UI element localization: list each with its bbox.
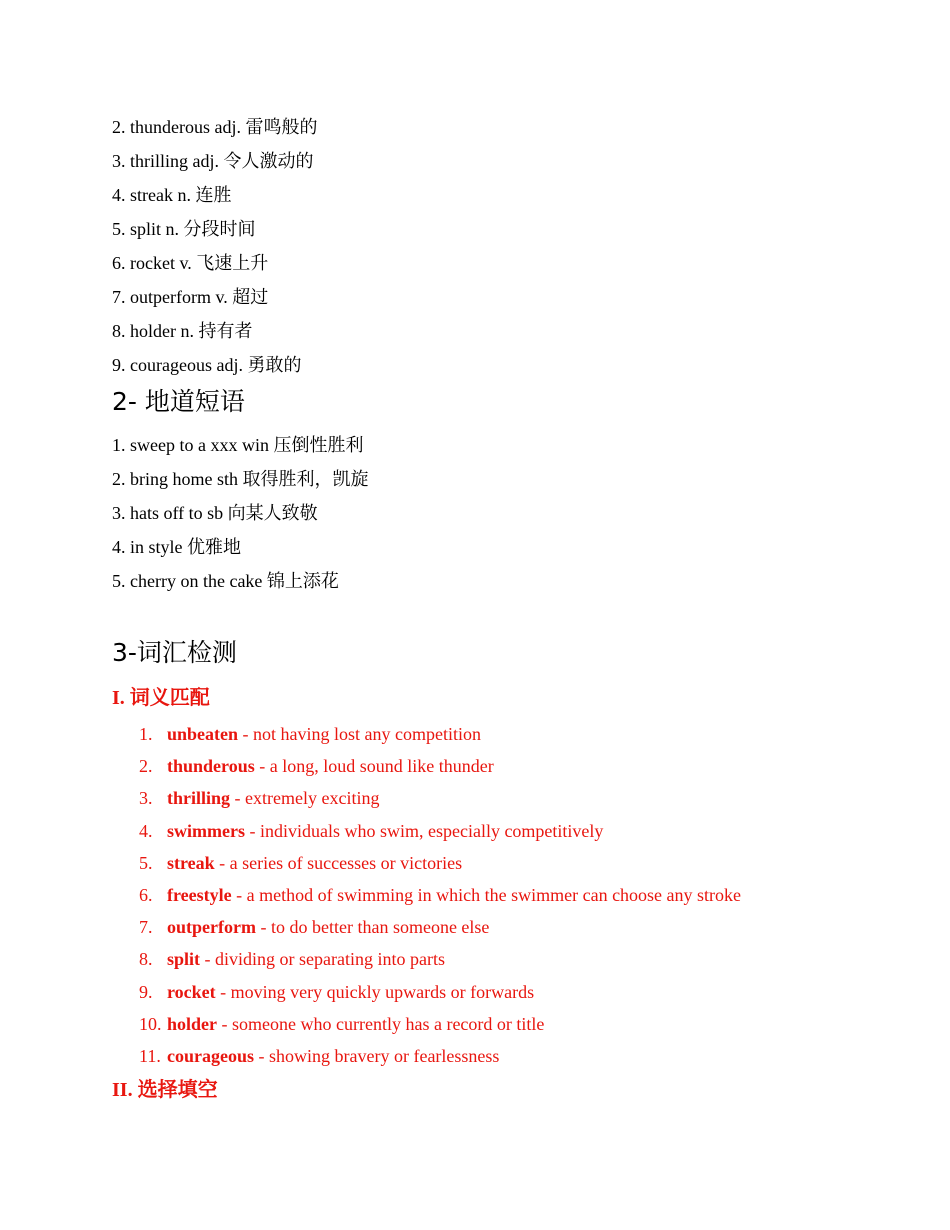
vocabulary-list	[112, 110, 317, 382]
subheading-fill-in: II. 选择填空	[112, 1079, 218, 1101]
phrase-item: 3. hats off to sb 向某人致敬	[112, 503, 318, 523]
item-number: 6.	[139, 884, 153, 905]
item-definition: - to do better than someone else	[255, 917, 490, 938]
item-definition: - a method of swimming in which the swimmer can choose any stroke	[231, 884, 742, 905]
item-term: outperform	[167, 917, 256, 938]
matching-item	[112, 879, 741, 911]
item-definition: - individuals who swim, especially competitively	[244, 820, 604, 841]
vocab-item: 3. thrilling adj. 令人激动的	[112, 151, 314, 171]
item-definition: - someone who currently has a record or title	[217, 1013, 545, 1034]
item-term: courageous	[167, 1045, 254, 1066]
item-definition: - showing bravery or fearlessness	[254, 1045, 500, 1066]
item-term: streak	[167, 852, 215, 873]
vocab-item: 8. holder n. 持有者	[112, 321, 253, 341]
matching-item	[112, 847, 741, 879]
item-number: 1.	[139, 724, 153, 744]
item-number: 5.	[139, 852, 153, 873]
section-heading-vocab-test: 3-词汇检测	[112, 638, 237, 667]
matching-item	[112, 718, 741, 750]
item-definition: - a series of successes or victories	[214, 852, 463, 873]
item-definition: - not having lost any competition	[238, 724, 481, 744]
item-number: 4.	[139, 820, 153, 841]
vocab-item: 7. outperform v. 超过	[112, 287, 269, 307]
item-number: 9.	[139, 981, 153, 1002]
vocab-item: 5. split n. 分段时间	[112, 219, 256, 239]
item-term: holder	[167, 1013, 218, 1034]
item-definition: - moving very quickly upwards or forwards	[215, 981, 535, 1002]
vocab-item: 2. thunderous adj. 雷鸣般的	[112, 117, 318, 137]
item-term: split	[167, 949, 201, 970]
item-number: 8.	[139, 949, 153, 970]
matching-item	[112, 943, 741, 975]
matching-list	[112, 718, 741, 1072]
matching-item	[112, 911, 741, 943]
item-term: thunderous	[167, 756, 255, 777]
matching-item	[112, 815, 741, 847]
phrase-item: 4. in style 优雅地	[112, 537, 241, 557]
item-term: unbeaten	[167, 724, 239, 744]
item-term: rocket	[167, 981, 216, 1002]
item-definition: - dividing or separating into parts	[200, 949, 445, 970]
matching-item	[112, 1008, 741, 1040]
item-term: freestyle	[167, 884, 232, 905]
item-number: 11.	[139, 1045, 161, 1066]
item-number: 3.	[139, 788, 153, 809]
subheading-matching: I. 词义匹配	[112, 687, 210, 709]
matching-item	[112, 1040, 741, 1072]
section-heading-phrases: 2- 地道短语	[112, 387, 245, 416]
matching-item	[112, 976, 741, 1008]
item-definition: - extremely exciting	[230, 788, 380, 809]
phrase-item: 1. sweep to a xxx win 压倒性胜利	[112, 435, 364, 455]
phrase-list	[112, 428, 369, 598]
phrase-item: 2. bring home sth 取得胜利，凯旋	[112, 469, 369, 489]
vocab-item: 4. streak n. 连胜	[112, 185, 232, 205]
item-term: swimmers	[167, 820, 245, 841]
matching-item	[112, 750, 741, 782]
item-term: thrilling	[167, 788, 231, 809]
item-number: 7.	[139, 917, 153, 938]
phrase-item: 5. cherry on the cake 锦上添花	[112, 571, 339, 591]
matching-item	[112, 782, 741, 814]
vocab-item: 9. courageous adj. 勇敢的	[112, 355, 302, 375]
item-number: 10.	[139, 1013, 162, 1034]
vocab-item: 6. rocket v. 飞速上升	[112, 253, 269, 273]
item-number: 2.	[139, 756, 153, 777]
item-definition: - a long, loud sound like thunder	[254, 756, 494, 777]
